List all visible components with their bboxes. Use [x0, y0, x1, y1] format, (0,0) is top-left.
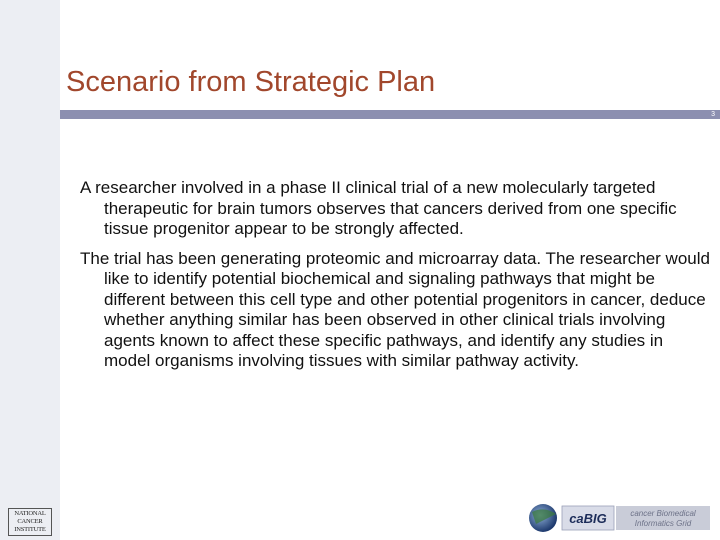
cabig-mark-text: caBIG — [569, 511, 607, 526]
nci-logo: NATIONAL CANCER INSTITUTE — [8, 508, 52, 536]
cabig-tagline-1: cancer Biomedical — [630, 509, 696, 518]
paragraph-2: The trial has been generating proteomic and microarray data. The researcher would like to identify potential biochemical and signaling pathways that might be different between this cell type and other potential progenitors in cancer, deduce whether anything similar has been observed in other clinical trials involving agents known to affect these specific pathways, and identify any studies in model organisms involving tissues with similar pathway activity. — [80, 248, 710, 370]
cabig-logo — [526, 500, 712, 536]
slide-title: Scenario from Strategic Plan — [66, 66, 436, 98]
title-rule — [60, 110, 720, 119]
paragraph-1: A researcher involved in a phase II clinical trial of a new molecularly targeted therapeutic for brain tumors observes that cancers derived from one specific tissue progenitor appear to be strongly affected. — [80, 178, 677, 238]
slide-number: 3 — [711, 111, 715, 118]
slide-body — [80, 178, 710, 381]
cabig-tagline-2: Informatics Grid — [634, 519, 692, 528]
left-band — [0, 0, 60, 540]
